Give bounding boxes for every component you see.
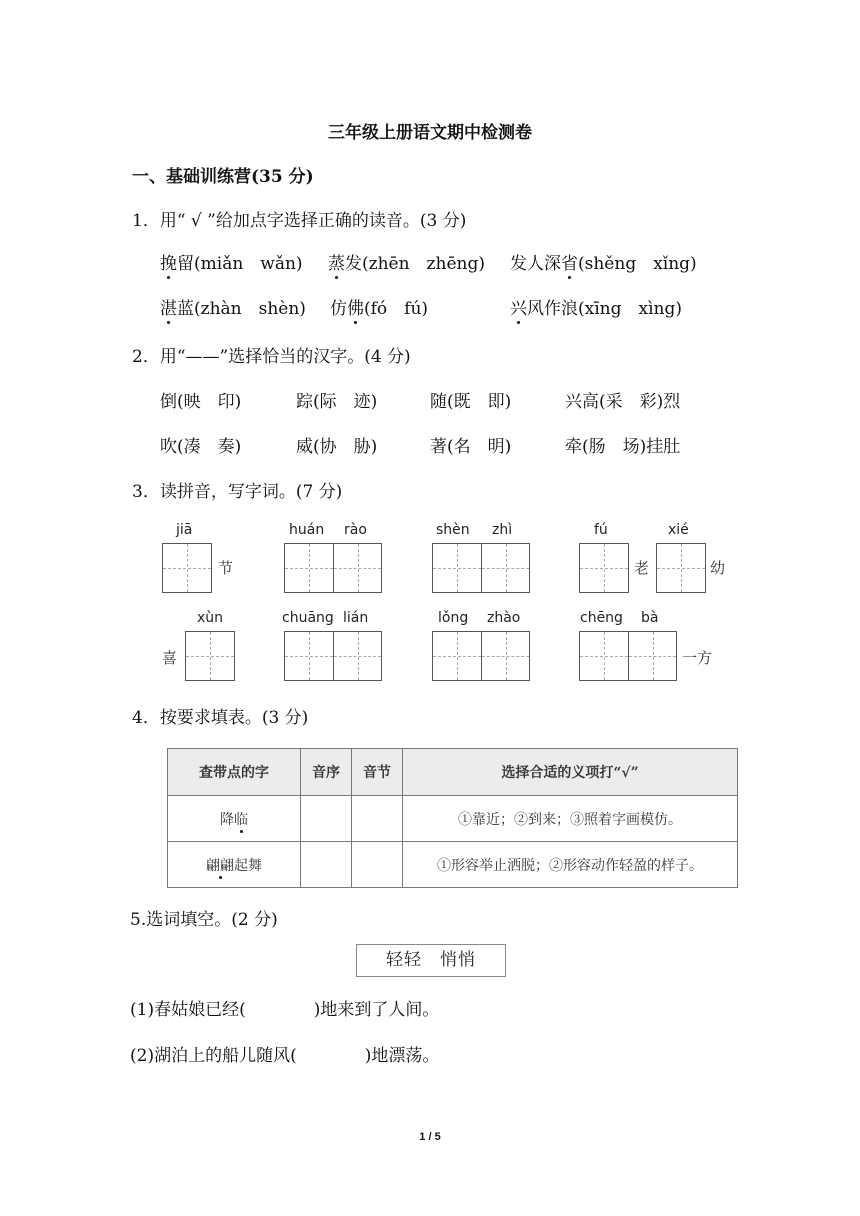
q2-option: 踪(际 迹) <box>296 392 378 412</box>
q2-option: 倒(映 印) <box>160 392 242 412</box>
table-header-row <box>168 749 738 796</box>
page-title: 三年级上册语文期中检测卷 <box>328 123 532 143</box>
fill-table <box>167 748 738 888</box>
writing-grid[interactable] <box>432 631 530 681</box>
q2-option: 吹(凑 奏) <box>160 437 242 457</box>
q1-stem: 1．用“ √ ”给加点字选择正确的读音。(3 分) <box>132 211 467 231</box>
pinyin-label: bà <box>641 610 659 626</box>
given-character: 喜 <box>162 649 178 667</box>
writing-grid[interactable] <box>656 543 706 593</box>
table-cell-meaning: ①形容举止洒脱；②形容动作轻盈的样子。 <box>403 842 738 888</box>
q2-option: 威(协 胁) <box>296 437 378 457</box>
q3-stem: 3．读拼音，写字词。(7 分) <box>132 482 343 502</box>
q1-item: 挽留(miǎn wǎn) <box>160 254 303 274</box>
section-heading: 一、基础训练营(35 分) <box>132 167 314 187</box>
pinyin-label: rào <box>344 522 367 538</box>
pinyin-label: zhì <box>492 522 513 538</box>
table-cell-blank[interactable] <box>301 842 352 888</box>
table-row <box>168 796 738 842</box>
pinyin-label: chuāng <box>282 610 334 626</box>
table-cell-word: 降临 <box>168 796 301 842</box>
q2-option: 著(名 明) <box>430 437 512 457</box>
writing-grid[interactable] <box>579 631 677 681</box>
table-cell-blank[interactable] <box>352 796 403 842</box>
pinyin-label: huán <box>289 522 325 538</box>
pinyin-label: chēng <box>580 610 623 626</box>
table-cell-blank[interactable] <box>301 796 352 842</box>
q2-option: 兴高(采 彩)烈 <box>565 392 681 412</box>
writing-grid[interactable] <box>284 543 382 593</box>
pinyin-label: fú <box>594 522 608 538</box>
given-character: 老 <box>634 559 650 577</box>
table-cell-blank[interactable] <box>352 842 403 888</box>
pinyin-label: xié <box>668 522 689 538</box>
q2-stem: 2．用“——”选择恰当的汉字。(4 分) <box>132 347 411 367</box>
pinyin-label: shèn <box>436 522 470 538</box>
q5-sentence-1: (1)春姑娘已经( )地来到了人间。 <box>130 1000 440 1020</box>
q1-item: 仿佛(fó fú) <box>330 299 429 319</box>
q4-stem: 4．按要求填表。(3 分) <box>132 708 309 728</box>
q5-sentence-2: (2)湖泊上的船儿随风( )地漂荡。 <box>130 1046 440 1066</box>
table-row <box>168 842 738 888</box>
pinyin-label: xùn <box>197 610 224 626</box>
writing-grid[interactable] <box>284 631 382 681</box>
column-header: 选择合适的义项打“√” <box>403 749 738 796</box>
given-character: 节 <box>218 559 234 577</box>
writing-grid[interactable] <box>185 631 235 681</box>
column-header: 音序 <box>301 749 352 796</box>
column-header: 音节 <box>352 749 403 796</box>
q1-item: 湛蓝(zhàn shèn) <box>160 299 306 319</box>
q1-item: 发人深省(shěng xǐng) <box>510 254 697 274</box>
q2-option: 随(既 即) <box>430 392 512 412</box>
page-number: 1 / 5 <box>419 1131 441 1143</box>
given-character: 一方 <box>682 649 713 667</box>
pinyin-label: lián <box>343 610 369 626</box>
writing-grid[interactable] <box>579 543 629 593</box>
table-cell-word: 翩翩起舞 <box>168 842 301 888</box>
q2-option: 牵(肠 场)挂肚 <box>565 437 681 457</box>
q1-item: 兴风作浪(xīng xìng) <box>510 299 682 319</box>
pinyin-label: lǒng <box>438 610 469 626</box>
word-choice-box: 轻轻 悄悄 <box>356 944 506 977</box>
table-cell-meaning: ①靠近；②到来；③照着字画模仿。 <box>403 796 738 842</box>
given-character: 幼 <box>710 559 726 577</box>
q5-stem: 5.选词填空。(2 分) <box>130 910 278 930</box>
writing-grid[interactable] <box>162 543 212 593</box>
writing-grid[interactable] <box>432 543 530 593</box>
column-header: 查带点的字 <box>168 749 301 796</box>
pinyin-label: jiā <box>176 522 193 538</box>
pinyin-label: zhào <box>487 610 521 626</box>
q1-item: 蒸发(zhēn zhēng) <box>328 254 485 274</box>
